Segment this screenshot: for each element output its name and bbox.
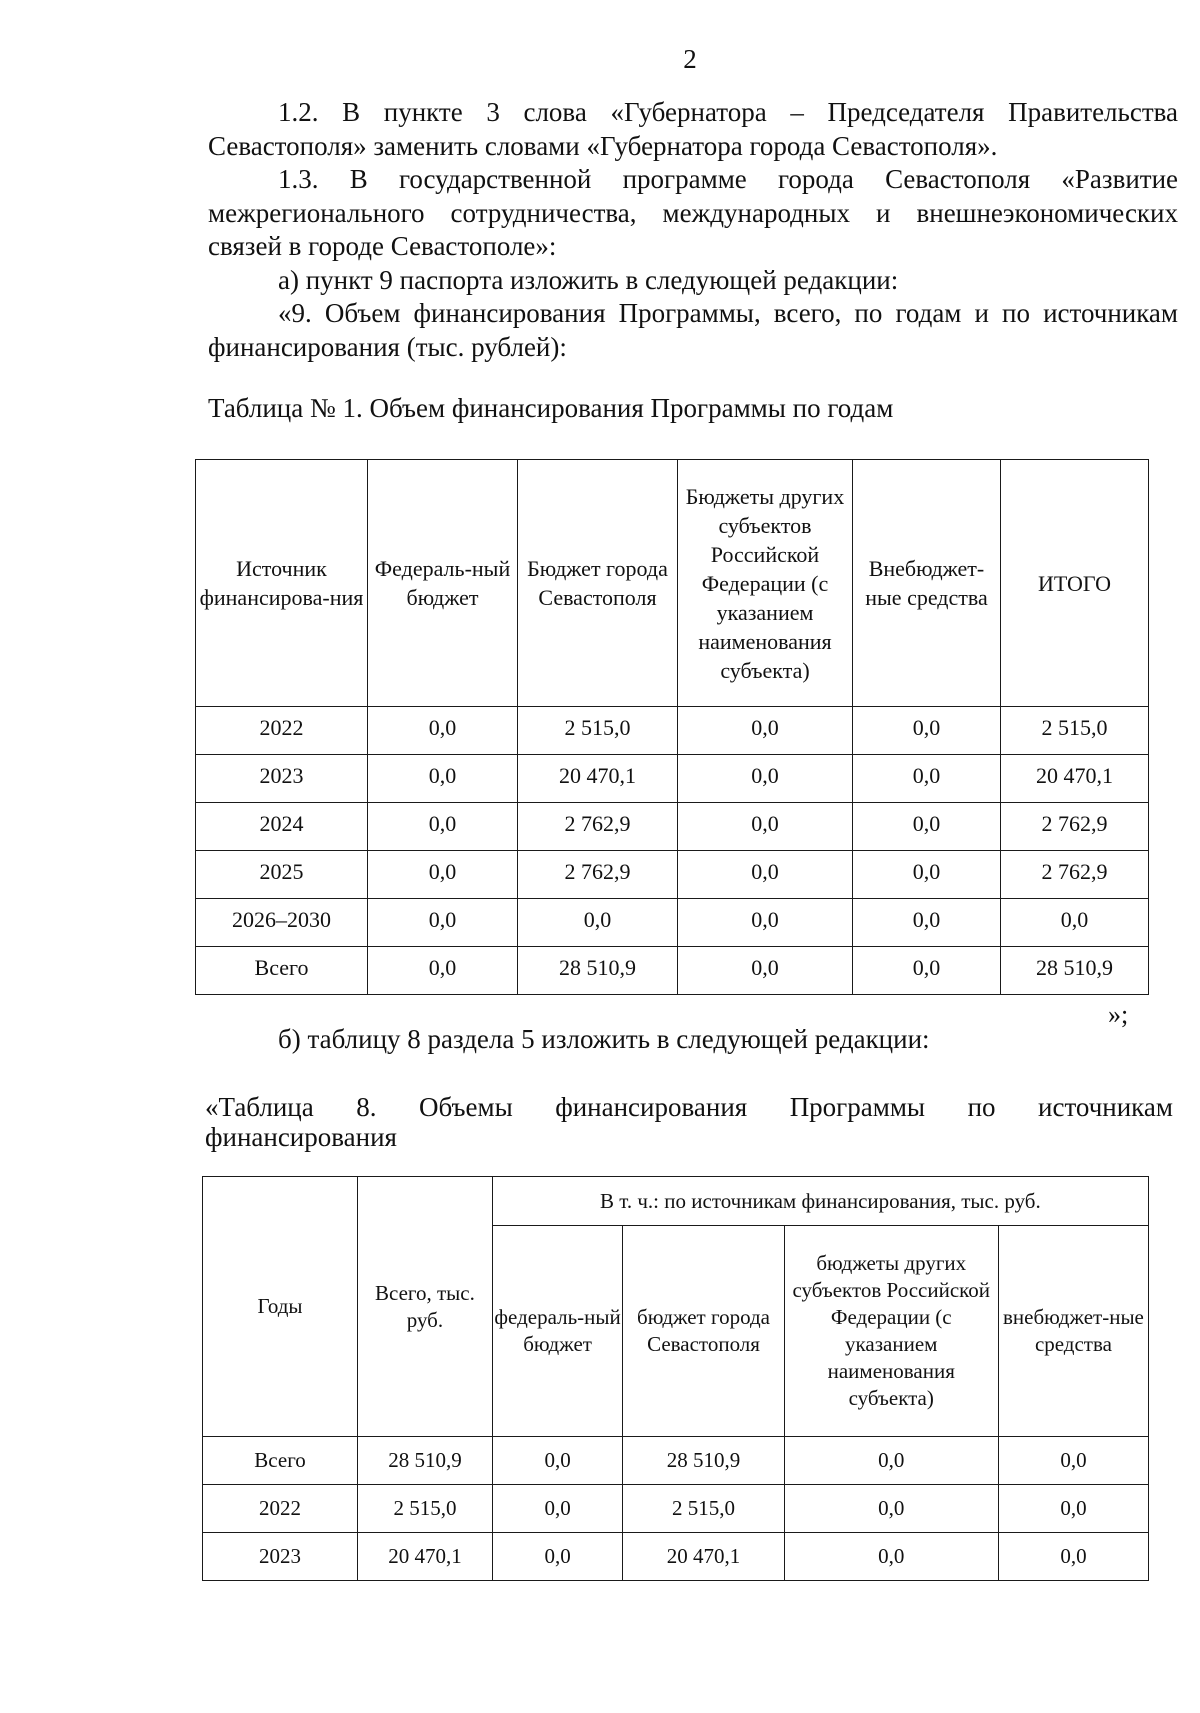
caption-word: Программы: [789, 1092, 926, 1122]
table-row: [196, 851, 1149, 899]
table-cell: 20 470,1: [1001, 755, 1149, 803]
table1-header-city: Бюджет города Севастополя: [518, 460, 678, 707]
table-row: [203, 1485, 1149, 1533]
table-row: [196, 707, 1149, 755]
table-cell: 0,0: [853, 803, 1001, 851]
table-cell: 0,0: [678, 851, 853, 899]
table-row: [196, 803, 1149, 851]
table-cell: 0,0: [998, 1485, 1148, 1533]
caption-word: 8.: [356, 1092, 377, 1122]
table2-header-row: [203, 1177, 1149, 1226]
caption-word: «Таблица: [205, 1092, 314, 1122]
table-cell: 0,0: [368, 755, 518, 803]
table-cell: 0,0: [678, 707, 853, 755]
table1-caption: Таблица № 1. Объем финансирования Программы по годам: [208, 393, 894, 423]
table-cell: 0,0: [853, 755, 1001, 803]
table-cell: 20 470,1: [623, 1533, 784, 1581]
caption-word: финансирования: [555, 1092, 748, 1122]
table-cell: 28 510,9: [518, 947, 678, 995]
table-cell: 0,0: [853, 899, 1001, 947]
table-cell: 2 762,9: [518, 851, 678, 899]
table-cell: 2026–2030: [196, 899, 368, 947]
table-cell: 28 510,9: [1001, 947, 1149, 995]
table-cell: 2022: [196, 707, 368, 755]
table2-caption: [205, 1092, 1173, 1152]
table-cell: 0,0: [678, 755, 853, 803]
table-cell: 0,0: [678, 947, 853, 995]
caption-word: источникам: [1038, 1092, 1173, 1122]
table2-caption-line1: [205, 1092, 1173, 1122]
table-cell: 0,0: [853, 947, 1001, 995]
table2-header-city: бюджет города Севастополя: [623, 1226, 784, 1437]
table2-caption-line2: финансирования: [205, 1122, 397, 1152]
table-cell: 0,0: [998, 1533, 1148, 1581]
caption-word: Объемы: [418, 1092, 513, 1122]
table-cell: 2 515,0: [518, 707, 678, 755]
table-cell: 0,0: [784, 1533, 998, 1581]
table-cell: 0,0: [492, 1533, 623, 1581]
paragraph-a: а) пункт 9 паспорта изложить в следующей редакции:: [278, 264, 899, 295]
table-cell: 2024: [196, 803, 368, 851]
table-row: [203, 1437, 1149, 1485]
paragraph-1-2: 1.2. В пункте 3 слова «Губернатора – Председателя Правительства Севастополя» заменить словами «Губернатора города Севастополя».: [208, 97, 1178, 161]
table1-header-other-subjects: Бюджеты других субъектов Российской Федерации (с указанием наименования субъекта): [678, 460, 853, 707]
table-cell: 2 762,9: [1001, 803, 1149, 851]
table2-header-years: Годы: [203, 1177, 358, 1437]
table2-header-group: В т. ч.: по источникам финансирования, тыс. руб.: [492, 1177, 1148, 1226]
table-cell: 2 762,9: [1001, 851, 1149, 899]
table-row: [196, 899, 1149, 947]
table1-header-total: ИТОГО: [1001, 460, 1149, 707]
table-cell: 28 510,9: [623, 1437, 784, 1485]
table-cell: 0,0: [368, 803, 518, 851]
table-cell: 2023: [203, 1533, 358, 1581]
table-row: [196, 947, 1149, 995]
table-cell: 0,0: [678, 899, 853, 947]
table2-header-other-subjects: бюджеты других субъектов Российской Федерации (с указанием наименования субъекта): [784, 1226, 998, 1437]
table-cell: 0,0: [998, 1437, 1148, 1485]
table2-header-extrabudget: внебюджет-ные средства: [998, 1226, 1148, 1437]
table2-header-total: Всего, тыс. руб.: [358, 1177, 493, 1437]
table2-header-federal: федераль-ный бюджет: [492, 1226, 623, 1437]
table1-header-source: Источник финансирова-ния: [196, 460, 368, 707]
table-cell: 0,0: [368, 707, 518, 755]
table-cell: 0,0: [368, 851, 518, 899]
table1-header-row: [196, 460, 1149, 707]
table-cell: 0,0: [784, 1437, 998, 1485]
table-cell: 2022: [203, 1485, 358, 1533]
table-cell: 2 515,0: [358, 1485, 493, 1533]
table-cell: 28 510,9: [358, 1437, 493, 1485]
table-cell: 0,0: [368, 947, 518, 995]
table-cell: 0,0: [784, 1485, 998, 1533]
table1-header-extrabudget: Внебюджет-ные средства: [853, 460, 1001, 707]
table-cell: 20 470,1: [358, 1533, 493, 1581]
table-row: [196, 755, 1149, 803]
table-row: [203, 1533, 1149, 1581]
table-cell: 0,0: [518, 899, 678, 947]
table-cell: 0,0: [853, 851, 1001, 899]
table-cell: Всего: [203, 1437, 358, 1485]
table-cell: 2 515,0: [623, 1485, 784, 1533]
table-cell: 2 515,0: [1001, 707, 1149, 755]
table-cell: 0,0: [492, 1485, 623, 1533]
caption-word: по: [967, 1092, 996, 1122]
closing-quote: »;: [1108, 1000, 1129, 1029]
table1-financing-by-years: [195, 459, 1149, 995]
table-cell: 0,0: [853, 707, 1001, 755]
page-number: 2: [683, 44, 697, 74]
paragraph-1-3: 1.3. В государственной программе города Севастополя «Развитие межрегионального сотрудничества, международных и внешнеэкономических связей в городе Севастополе»:: [208, 164, 1178, 261]
table-cell: 2023: [196, 755, 368, 803]
table-cell: 20 470,1: [518, 755, 678, 803]
table-cell: 2025: [196, 851, 368, 899]
table-cell: 0,0: [492, 1437, 623, 1485]
table-cell: Всего: [196, 947, 368, 995]
paragraph-9: «9. Объем финансирования Программы, всего, по годам и по источникам финансирования (тыс. рублей):: [208, 298, 1178, 362]
table-cell: 0,0: [1001, 899, 1149, 947]
paragraph-b: б) таблицу 8 раздела 5 изложить в следующей редакции:: [278, 1024, 930, 1054]
body-text: [208, 96, 1178, 364]
table-cell: 2 762,9: [518, 803, 678, 851]
table-cell: 0,0: [368, 899, 518, 947]
table2-financing-by-sources: [202, 1176, 1149, 1581]
table-cell: 0,0: [678, 803, 853, 851]
table1-header-federal: Федераль-ный бюджет: [368, 460, 518, 707]
